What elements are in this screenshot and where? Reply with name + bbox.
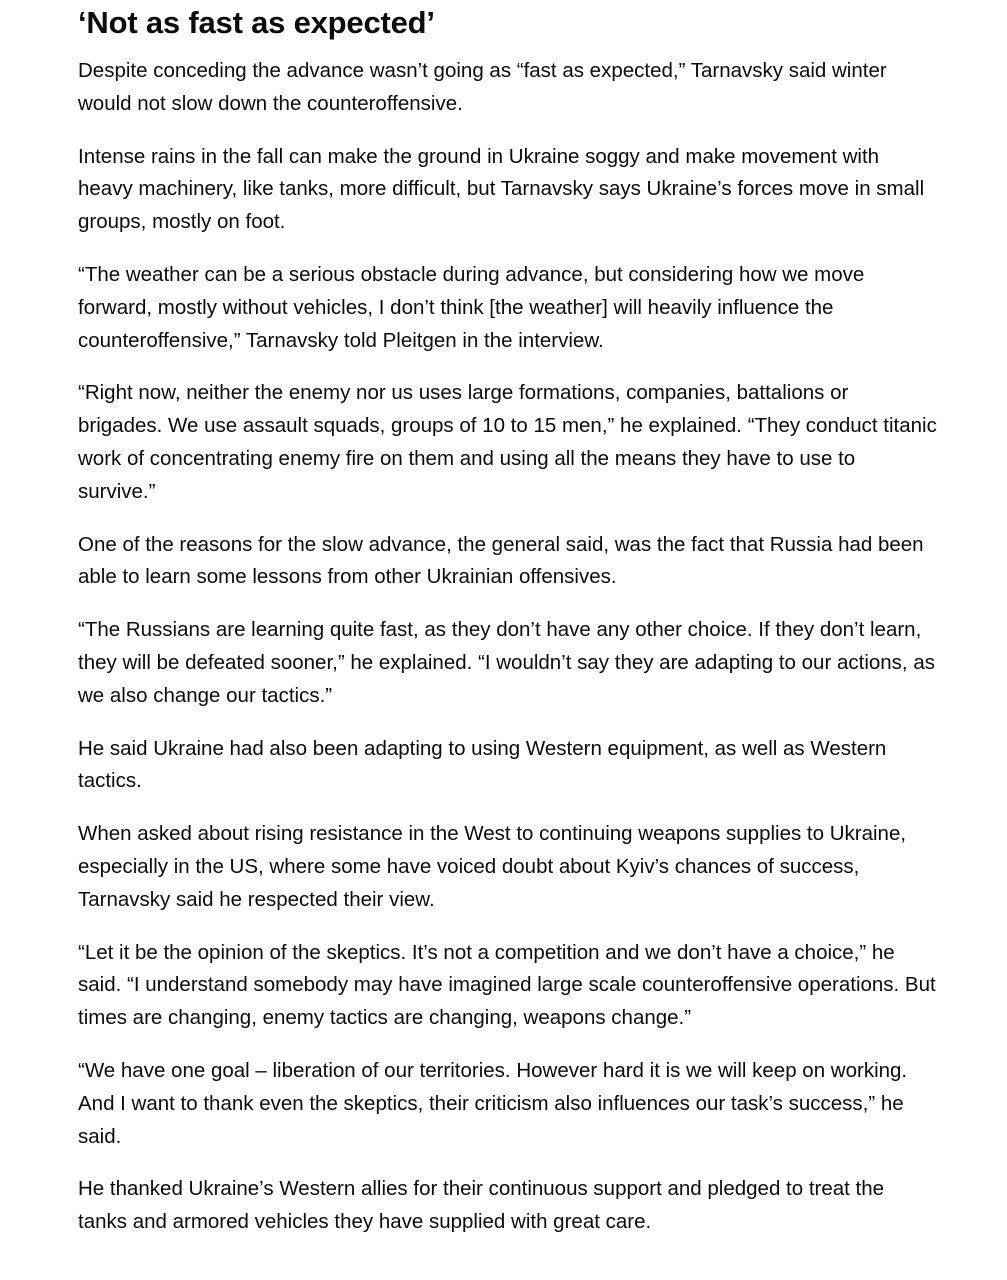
paragraph-5: One of the reasons for the slow advance, the general said, was the fact that Russia had been able to learn some lessons from other Ukrainian offensives. (78, 532, 924, 589)
paragraph-9: “Let it be the opinion of the skeptics. It’s not a competition and we don’t have a choice,” he said. “I understand somebody may have imagined large scale counteroffensive operations. But times are changing, enemy tactics are changing, weapons change.” (78, 940, 936, 1030)
article-body (78, 2, 938, 1259)
paragraph-11: He thanked Ukraine’s Western allies for their continuous support and pledged to treat the tanks and armored vehicles they have supplied with great care. (78, 1177, 885, 1234)
paragraph-2: Intense rains in the fall can make the ground in Ukraine soggy and make movement with heavy machinery, like tanks, more difficult, but Tarnavsky says Ukraine’s forces move in small groups, mostly on foot. (78, 144, 925, 234)
paragraph-4: “Right now, neither the enemy nor us uses large formations, companies, battalions or brigades. We use assault squads, groups of 10 to 15 men,” he explained. “They conduct titanic work of concentrating enemy fire on them and using all the means they have to use to survive.” (78, 381, 937, 503)
paragraph-6: “The Russians are learning quite fast, as they don’t have any other choice. If they don’t learn, they will be defeated sooner,” he explained. “I wouldn’t say they are adapting to our actions, as we also change our tactics.” (78, 618, 935, 707)
paragraph-7: He said Ukraine had also been adapting to using Western equipment, as well as Western tactics. (78, 736, 887, 793)
paragraph-1: Despite conceding the advance wasn’t going as “fast as expected,” Tarnavsky said winter would not slow down the counteroffensive. (78, 59, 887, 115)
paragraph-3: “The weather can be a serious obstacle during advance, but considering how we move forward, mostly without vehicles, I don’t think [the weather] will heavily influence the counteroffensive,” Tarnavsky told Pleitgen in the interview. (78, 262, 865, 352)
section-heading: ‘Not as fast as expected’ (78, 5, 435, 40)
paragraph-10: “We have one goal – liberation of our territories. However hard it is we will keep on working. And I want to thank even the skeptics, their criticism also influences our task’s success,” he said. (78, 1058, 908, 1148)
paragraph-8: When asked about rising resistance in the West to continuing weapons supplies to Ukraine, especially in the US, where some have voiced doubt about Kyiv’s chances of success, Tarnavsky said he respected their view. (78, 822, 907, 911)
